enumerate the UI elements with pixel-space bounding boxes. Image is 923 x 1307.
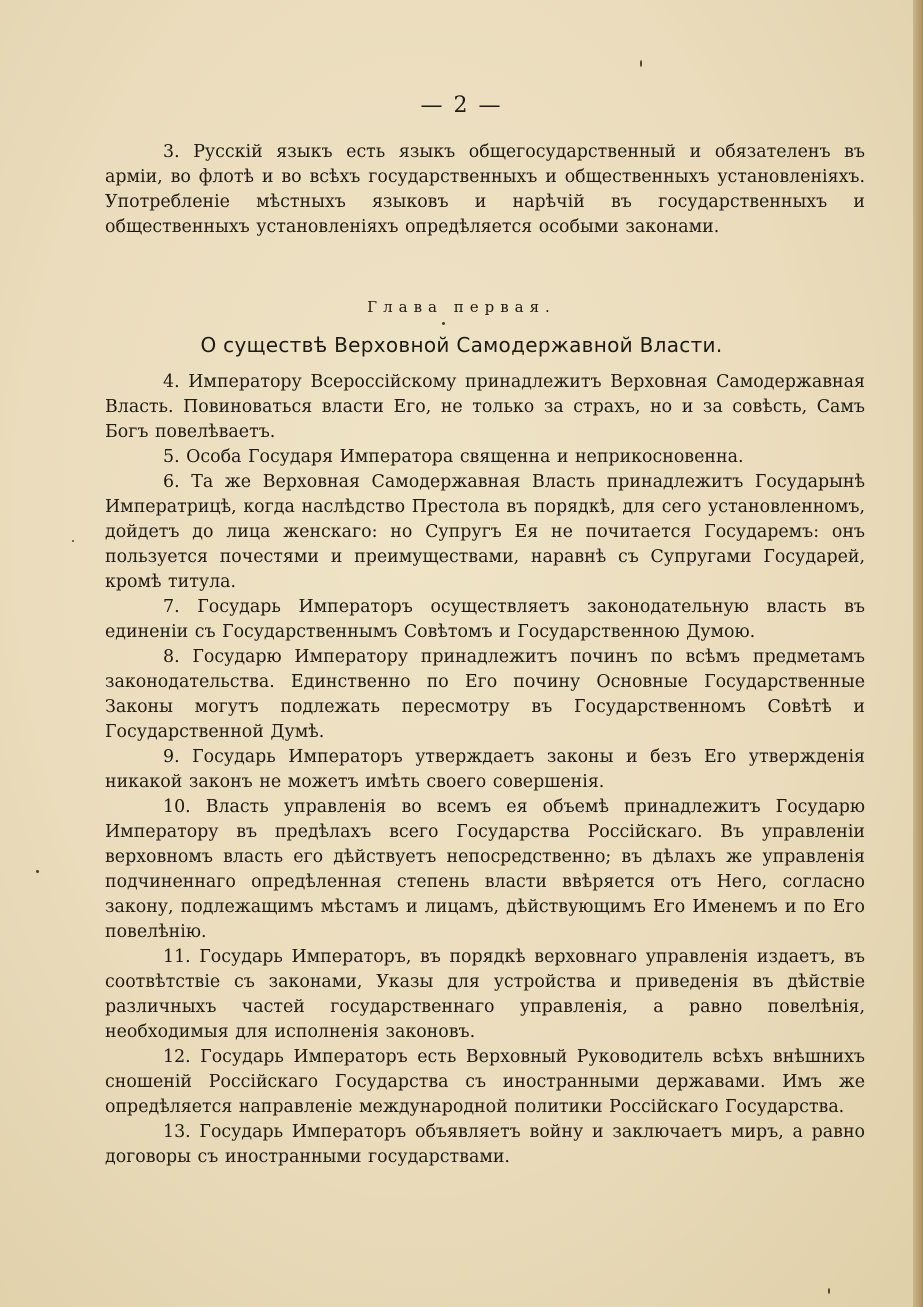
page-number: — 2 —: [420, 93, 503, 118]
paper-speck: [828, 1288, 830, 1294]
intro-section: [105, 140, 865, 240]
paper-speck: [442, 322, 445, 325]
paragraph-article-3: 3. Русскій языкъ есть языкъ общегосударственный и обязателенъ въ арміи, во флотѣ и во всѣхъ государственныхъ и общественныхъ установленіяхъ. Употребленіе мѣстныхъ языковъ и нарѣчій въ государственныхъ и общественныхъ установленіяхъ опредѣляется особыми законами.: [105, 142, 865, 237]
chapter-heading: Глава первая.: [367, 298, 556, 316]
page-edge: [913, 0, 923, 1307]
paper-speck: [72, 540, 74, 542]
paper-speck: [640, 60, 642, 67]
paragraph-article-12: 12. Государь Императоръ есть Верховный Руководитель всѣхъ внѣшнихъ сношеній Россійскаго Государства съ иностранными державами. Имъ же опредѣляется направленіе международной политики Россійскаго Государства.: [105, 1047, 865, 1117]
paragraph-article-9: 9. Государь Императоръ утверждаетъ законы и безъ Его утвержденія никакой законъ не можетъ имѣть своего совершенія.: [105, 747, 865, 792]
paragraph-article-10: 10. Власть управленія во всемъ ея объемѣ принадлежитъ Государю Императору въ предѣлахъ всего Государства Россійскаго. Въ управленіи верховномъ власть его дѣйствуетъ непосредственно; въ дѣлахъ же управленія подчиненнаго опредѣленная степень власти ввѣряется отъ Него, согласно закону, подлежащимъ мѣстамъ и лицамъ, дѣйствующимъ Его Именемъ и по Его повелѣнію.: [105, 797, 865, 942]
paragraph-article-11: 11. Государь Императоръ, въ порядкѣ верховнаго управленія издаетъ, въ соотвѣтствіе съ законами, Указы для устройства и приведенія въ дѣйствіе различныхъ частей государственнаго управленія, а равно повелѣнія, необходимыя для исполненія законовъ.: [105, 947, 865, 1042]
chapter-title: О существѣ Верховной Самодержавной Власти.: [200, 333, 723, 357]
paragraph-article-4: 4. Императору Всероссійскому принадлежитъ Верховная Самодержавная Власть. Повиноваться власти Его, не только за страхъ, но и за совѣсть, Самъ Богъ повелѣваетъ.: [105, 372, 865, 442]
paragraph-article-7: 7. Государь Императоръ осуществляетъ законодательную власть въ единеніи съ Государственнымъ Совѣтомъ и Государственною Думою.: [105, 597, 865, 642]
paragraph-article-5: 5. Особа Государя Императора священна и неприкосновенна.: [163, 447, 744, 467]
paper-speck: [36, 870, 39, 873]
paragraph-article-13: 13. Государь Императоръ объявляетъ войну и заключаетъ миръ, а равно договоры съ иностранными государствами.: [105, 1122, 865, 1167]
paragraph-article-6: 6. Та же Верховная Самодержавная Власть принадлежитъ Государынѣ Императрицѣ, когда наслѣдство Престола въ порядкѣ, для сего установленномъ, дойдетъ до лица женскаго: но Супругъ Ея не почитается Государемъ: онъ пользуется почестями и преимуществами, наравнѣ съ Супругами Государей, кромѣ титула.: [105, 472, 865, 592]
articles-section: [105, 370, 865, 1170]
paragraph-article-8: 8. Государю Императору принадлежитъ починъ по всѣмъ предметамъ законодательства. Единственно по Его почину Основные Государственные Законы могутъ подлежать пересмотру въ Государственномъ Совѣтѣ и Государственной Думѣ.: [105, 647, 865, 742]
